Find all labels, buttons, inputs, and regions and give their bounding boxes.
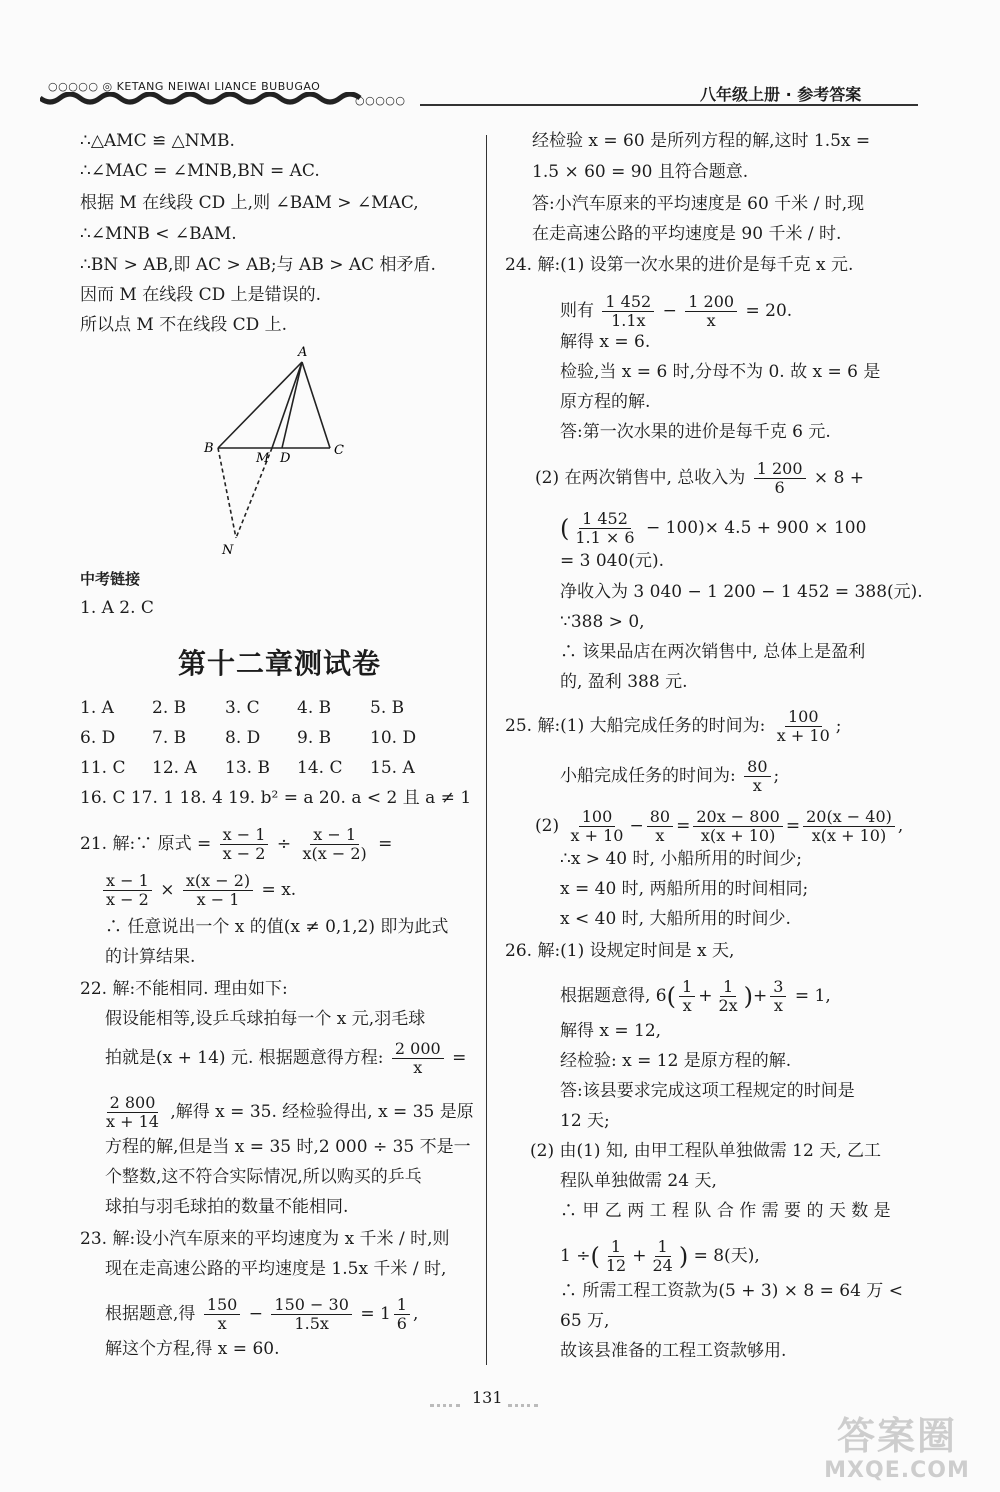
numerator: x − 1 bbox=[103, 872, 152, 891]
q26-line12: 65 万, bbox=[560, 1311, 610, 1331]
q24-line11: ∵388 > 0, bbox=[560, 612, 645, 632]
denominator: x(x − 2) bbox=[302, 844, 367, 863]
q26-text: = 1, bbox=[794, 986, 831, 1006]
proof-line: ∴∠MAC = ∠MNB,BN = AC. bbox=[80, 161, 320, 181]
numerator: 2 000 bbox=[392, 1040, 444, 1059]
q25-line6: x < 40 时, 大船所用的时间少. bbox=[560, 909, 791, 929]
q24-text: − 100)× 4.5 + 900 × 100 bbox=[645, 518, 867, 538]
punctuation: , bbox=[897, 816, 904, 836]
numerator: 100 bbox=[785, 708, 822, 727]
q23-cont-line: 1.5 × 60 = 90 且符合题意. bbox=[532, 162, 749, 182]
fraction bbox=[204, 1296, 241, 1333]
operator: + bbox=[698, 986, 713, 1006]
numerator: 2 800 bbox=[107, 1094, 159, 1113]
operator: − bbox=[662, 301, 677, 321]
denominator: x bbox=[752, 776, 762, 795]
answer-item: 13. B bbox=[225, 758, 270, 778]
q21-line3: ∴ 任意说出一个 x 的值(x ≠ 0,1,2) 即为此式 bbox=[105, 917, 449, 937]
fraction bbox=[299, 826, 369, 863]
fraction bbox=[183, 872, 253, 909]
column-divider bbox=[486, 135, 487, 1365]
q24-line8 bbox=[560, 510, 866, 547]
proof-line: 根据 M 在线段 CD 上,则 ∠BAM > ∠MAC, bbox=[80, 193, 419, 213]
q21-prefix: 21. 解:∵ 原式 = bbox=[80, 834, 212, 854]
q25-text: (2) bbox=[535, 816, 560, 836]
q23-line1: 23. 解:设小汽车原来的平均速度为 x 千米 / 时,则 bbox=[80, 1229, 450, 1249]
denominator: 1.5x bbox=[294, 1314, 329, 1333]
numerator: 150 bbox=[204, 1296, 241, 1315]
fraction bbox=[103, 872, 152, 909]
fraction bbox=[770, 978, 786, 1015]
chapter-title: 第十二章测试卷 bbox=[178, 647, 382, 680]
denominator: x − 2 bbox=[222, 844, 266, 863]
q26-line7: (2) 由(1) 知, 由甲工程队单独做需 12 天, 乙工 bbox=[530, 1141, 882, 1161]
q24-line4: 检验,当 x = 6 时,分母不为 0. 故 x = 6 是 bbox=[560, 362, 881, 382]
proof-line: ∴BN > AB,即 AC > AB;与 AB > AC 相矛盾. bbox=[80, 255, 436, 275]
q23-text: 根据题意,得 bbox=[105, 1304, 196, 1324]
answer-item: 12. A bbox=[152, 758, 197, 778]
q26-line6: 12 天; bbox=[560, 1111, 610, 1131]
denominator: x − 1 bbox=[196, 890, 240, 909]
q26-line4: 经检验: x = 12 是原方程的解. bbox=[560, 1051, 792, 1071]
answer-item: 10. D bbox=[370, 728, 417, 748]
q24-line12: ∴ 该果品店在两次销售中, 总体上是盈利 bbox=[560, 642, 866, 662]
q26-line5: 答:该县要求完成这项工程规定的时间是 bbox=[560, 1081, 855, 1101]
denominator: 6 bbox=[774, 478, 785, 497]
denominator: x + 10 bbox=[570, 826, 624, 845]
label-m: M bbox=[256, 451, 270, 466]
zhongkao-title: 中考链接 bbox=[80, 570, 141, 588]
answer-item: 3. C bbox=[225, 698, 260, 718]
fraction bbox=[603, 1238, 629, 1275]
numerator: 80 bbox=[647, 808, 673, 827]
denominator: 12 bbox=[605, 1256, 627, 1275]
q25-line5: x = 40 时, 两船所用的时间相同; bbox=[560, 879, 809, 899]
answer-item: 11. C bbox=[80, 758, 126, 778]
q22-line5: 方程的解,但是当 x = 35 时,2 000 ÷ 35 不是一 bbox=[105, 1137, 471, 1157]
paren-close: ) bbox=[678, 1242, 689, 1271]
numerator: 1 bbox=[720, 978, 736, 997]
fraction bbox=[568, 808, 627, 845]
fill-answers: 16. C 17. 1 18. 4 19. b² = a 20. a < 2 且 a ≠ 1 bbox=[80, 788, 472, 808]
fraction bbox=[220, 826, 269, 863]
q23-cont-line: 答:小汽车原来的平均速度是 60 千米 / 时,现 bbox=[532, 194, 865, 214]
paren-open: ( bbox=[666, 982, 676, 1011]
q23-line2: 现在走高速公路的平均速度是 1.5x 千米 / 时, bbox=[105, 1259, 447, 1279]
numerator: 1 bbox=[679, 978, 695, 997]
answer-item: 7. B bbox=[152, 728, 187, 748]
denominator: 24 bbox=[652, 1256, 673, 1275]
q22-line2: 假设能相等,设乒乓球拍每一个 x 元,羽毛球 bbox=[105, 1009, 426, 1029]
fraction bbox=[649, 1238, 675, 1275]
fraction bbox=[774, 708, 833, 745]
numerator: 1 452 bbox=[579, 510, 631, 529]
fraction bbox=[693, 808, 783, 845]
fraction bbox=[394, 1296, 410, 1333]
answer-item: 15. A bbox=[370, 758, 415, 778]
q24-line13: 的, 盈利 388 元. bbox=[560, 672, 688, 692]
paren-open: ( bbox=[590, 1242, 600, 1271]
fraction bbox=[754, 460, 806, 497]
q22-text: 拍就是(x + 14) 元. 根据题意得方程: bbox=[105, 1048, 384, 1068]
q22-line7: 球拍与羽毛球拍的数量不能相同. bbox=[105, 1197, 349, 1217]
q26-text: 1 ÷ bbox=[560, 1246, 591, 1266]
denominator: x bbox=[773, 996, 783, 1015]
operator: = bbox=[676, 816, 691, 836]
q24-line7 bbox=[535, 460, 864, 497]
series-logo-icon: ◎ bbox=[102, 80, 113, 93]
punctuation: ; bbox=[773, 766, 780, 786]
q26-line11: ∴ 所需工程工资款为(5 + 3) × 8 = 64 万 < bbox=[560, 1281, 903, 1301]
answer-item: 4. B bbox=[297, 698, 332, 718]
numerator: 1 bbox=[608, 1238, 624, 1257]
q21-line4: 的计算结果. bbox=[105, 947, 196, 967]
q21-line1 bbox=[80, 826, 392, 863]
triangle-figure bbox=[190, 340, 370, 560]
numerator: 20(x − 40) bbox=[803, 808, 895, 827]
punctuation: ; bbox=[835, 716, 842, 736]
answer-item: 6. D bbox=[80, 728, 116, 748]
punctuation: , bbox=[412, 1304, 419, 1324]
q26-line9: ∴ 甲 乙 两 工 程 队 合 作 需 要 的 天 数 是 bbox=[560, 1201, 891, 1221]
q24-line9: = 3 040(元). bbox=[560, 551, 664, 571]
operator: − bbox=[629, 816, 644, 836]
zhongkao-answers: 1. A 2. C bbox=[80, 598, 154, 618]
answer-item: 9. B bbox=[297, 728, 332, 748]
operator: − bbox=[248, 1304, 264, 1324]
q26-line13: 故该县准备的工程工资款够用. bbox=[560, 1341, 787, 1361]
q24-line3: 解得 x = 6. bbox=[560, 332, 651, 352]
watermark bbox=[812, 1414, 982, 1484]
operator: + bbox=[753, 986, 768, 1006]
denominator: x(x + 10) bbox=[811, 826, 887, 845]
series-prefix: ○○○○○ bbox=[48, 80, 99, 93]
answer-item: 14. C bbox=[297, 758, 343, 778]
denominator: x bbox=[655, 826, 665, 845]
answer-item: 8. D bbox=[225, 728, 261, 748]
q22-line3 bbox=[105, 1040, 466, 1077]
page-number: 131 bbox=[472, 1388, 503, 1407]
label-n: N bbox=[222, 543, 234, 558]
q26-line1: 26. 解:(1) 设规定时间是 x 天, bbox=[505, 941, 735, 961]
denominator: 6 bbox=[396, 1314, 407, 1333]
operator: = bbox=[378, 834, 393, 854]
page-ornament-right bbox=[508, 1390, 538, 1407]
denominator: x bbox=[217, 1314, 227, 1333]
q26-text: 根据题意得, 6 bbox=[560, 986, 667, 1006]
proof-line: ∴△AMC ≌ △NMB. bbox=[80, 131, 235, 151]
denominator: x − 2 bbox=[106, 890, 149, 909]
q24-text: × 8 + bbox=[813, 468, 865, 488]
q22-line4 bbox=[100, 1094, 474, 1131]
denominator: x + 10 bbox=[776, 726, 830, 745]
numerator: x − 1 bbox=[310, 826, 359, 845]
q23-line3 bbox=[105, 1296, 418, 1333]
numerator: 1 bbox=[394, 1296, 410, 1315]
q24-text: 则有 bbox=[560, 301, 594, 321]
watermark-bottom: MXQE.COM bbox=[824, 1458, 970, 1483]
answer-item: 5. B bbox=[370, 698, 405, 718]
q26-line10 bbox=[560, 1238, 760, 1275]
fraction bbox=[679, 978, 695, 1015]
denominator: x bbox=[413, 1058, 423, 1077]
numerator: x(x − 2) bbox=[183, 872, 253, 891]
paren: ( bbox=[560, 514, 570, 543]
q25-line4: ∴x > 40 时, 小船所用的时间少; bbox=[560, 849, 803, 869]
q24-line2 bbox=[560, 293, 792, 330]
q24-line6: 答:第一次水果的进价是每千克 6 元. bbox=[560, 422, 831, 442]
q24-line10: 净收入为 3 040 − 1 200 − 1 452 = 388(元). bbox=[560, 582, 923, 602]
denominator: x + 14 bbox=[106, 1112, 159, 1131]
denominator: x bbox=[682, 996, 692, 1015]
page-ornament-left bbox=[430, 1390, 460, 1407]
fraction bbox=[685, 293, 737, 330]
paren-close: ) bbox=[743, 982, 754, 1011]
fraction bbox=[715, 978, 740, 1015]
numerator: x − 1 bbox=[220, 826, 269, 845]
answer-item: 2. B bbox=[152, 698, 187, 718]
q25-line2 bbox=[560, 758, 779, 795]
operator: = 1 bbox=[360, 1304, 391, 1324]
q26-line2 bbox=[560, 978, 831, 1015]
q25-text: 25. 解:(1) 大船完成任务的时间为: bbox=[505, 716, 766, 736]
operator: = bbox=[785, 816, 801, 836]
proof-line: 因而 M 在线段 CD 上是错误的. bbox=[80, 285, 322, 305]
numerator: 20x − 800 bbox=[693, 808, 783, 827]
label-c: C bbox=[334, 443, 344, 458]
proof-line: 所以点 M 不在线段 CD 上. bbox=[80, 315, 288, 335]
q26-line8: 程队单独做需 24 天, bbox=[560, 1171, 717, 1191]
denominator: x(x + 10) bbox=[700, 826, 776, 845]
q24-line5: 原方程的解. bbox=[560, 392, 651, 412]
q26-text: = 8(天), bbox=[693, 1246, 760, 1266]
label-d: D bbox=[280, 451, 291, 466]
denominator: x bbox=[706, 311, 716, 330]
q22-line1: 22. 解:不能相同. 理由如下: bbox=[80, 979, 288, 999]
q25-text: 小船完成任务的时间为: bbox=[560, 766, 736, 786]
q25-line1 bbox=[505, 708, 842, 745]
operator: ÷ bbox=[276, 834, 292, 854]
fraction bbox=[103, 1094, 162, 1131]
q24-text: (2) 在两次销售中, 总收入为 bbox=[535, 468, 746, 488]
numerator: 3 bbox=[770, 978, 786, 997]
denominator: 1.1x bbox=[611, 311, 646, 330]
q23-cont-line: 在走高速公路的平均速度是 90 千米 / 时. bbox=[532, 224, 842, 244]
result: = x. bbox=[261, 880, 297, 900]
q25-line3 bbox=[535, 808, 903, 845]
label-b: B bbox=[204, 441, 214, 456]
fraction bbox=[392, 1040, 444, 1077]
denominator: 2x bbox=[718, 996, 738, 1015]
fraction bbox=[271, 1296, 351, 1333]
grade-label: 八年级上册 · 参考答案 bbox=[700, 85, 862, 104]
numerator: 1 200 bbox=[685, 293, 737, 312]
numerator: 80 bbox=[744, 758, 770, 777]
fraction bbox=[602, 293, 654, 330]
numerator: 1 200 bbox=[754, 460, 806, 479]
q23-cont-line: 经检验 x = 60 是所列方程的解,这时 1.5x = bbox=[532, 131, 871, 151]
answer-item: 1. A bbox=[80, 698, 114, 718]
denominator: 1.1 × 6 bbox=[575, 528, 635, 547]
fraction bbox=[647, 808, 673, 845]
operator: × bbox=[160, 880, 175, 900]
fraction bbox=[744, 758, 770, 795]
series-title-text: KETANG NEIWAI LIANCE BUBUGAO bbox=[116, 80, 321, 93]
q26-line3: 解得 x = 12, bbox=[560, 1021, 662, 1041]
operator: + bbox=[632, 1246, 647, 1266]
label-a: A bbox=[298, 345, 308, 360]
numerator: 100 bbox=[579, 808, 616, 827]
fraction bbox=[572, 510, 637, 547]
q21-line2 bbox=[100, 872, 296, 909]
watermark-top: 答案圈 bbox=[836, 1414, 957, 1458]
series-suffix: ○○○○○ bbox=[355, 94, 406, 107]
series-title bbox=[48, 80, 320, 93]
numerator: 1 bbox=[655, 1238, 671, 1257]
operator: = bbox=[452, 1048, 467, 1068]
q22-line6: 个整数,这不符合实际情况,所以购买的乒乓 bbox=[105, 1167, 422, 1187]
numerator: 1 452 bbox=[602, 293, 654, 312]
fraction bbox=[803, 808, 895, 845]
operator: = 20. bbox=[745, 301, 793, 321]
q23-line4: 解这个方程,得 x = 60. bbox=[105, 1339, 280, 1359]
proof-line: ∴∠MNB < ∠BAM. bbox=[80, 224, 237, 244]
q22-text: ,解得 x = 35. 经检验得出, x = 35 是原 bbox=[170, 1102, 474, 1122]
q24-line1: 24. 解:(1) 设第一次水果的进价是每千克 x 元. bbox=[505, 255, 854, 275]
numerator: 150 − 30 bbox=[271, 1296, 351, 1315]
